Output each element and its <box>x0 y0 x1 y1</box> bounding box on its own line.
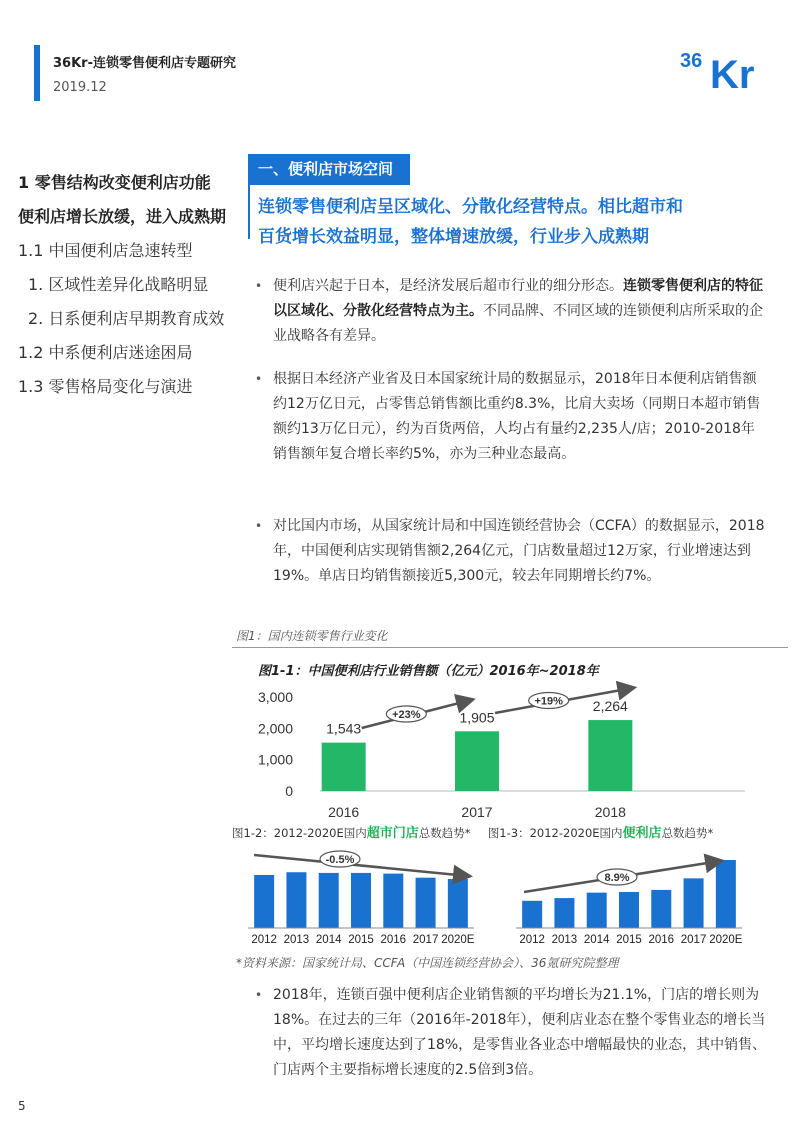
x-tick-label: 2014 <box>315 934 342 946</box>
toc-item[interactable]: 1 零售结构改变便利店功能 <box>18 173 211 192</box>
bar <box>587 893 607 928</box>
x-tick-label: 2016 <box>648 934 675 946</box>
paragraph-text: 2018年，连锁百强中便利店企业销售额的平均增长为21.1%，门店的增长则为18%。在过去的三年（2016年-2018年），便利店业态在整个零售业态的增长当中，平均增长速度达到了18%，是零售业各业态中增幅最快的业态，其中销售、门店两个主要指标增长速度的2.5倍到3倍。 <box>273 987 767 1078</box>
x-tick-label: 2018 <box>594 804 626 820</box>
x-tick-label: 2016 <box>328 804 360 820</box>
chart-3-title-suffix: 总数趋势* <box>661 826 714 840</box>
bar <box>716 860 736 928</box>
toc-item[interactable]: 1. 区域性差异化战略明显 <box>28 275 209 294</box>
bar <box>588 720 632 791</box>
bar <box>319 873 339 928</box>
bullet-paragraph-2 <box>255 367 767 467</box>
data-label: 1,543 <box>326 720 362 737</box>
x-tick-label: 2015 <box>348 934 374 946</box>
toc-item[interactable]: 1.1 中国便利店急速转型 <box>18 241 193 260</box>
table-of-contents <box>18 166 243 404</box>
bar <box>448 879 468 928</box>
bullet-paragraph-3 <box>255 514 767 589</box>
section-tag: 一、便利店市场空间 <box>248 154 410 185</box>
bullet-dot-icon: • <box>255 372 263 386</box>
bar <box>651 890 671 928</box>
y-tick-label: 2,000 <box>257 720 293 737</box>
paragraph-text: 对比国内市场，从国家统计局和中国连锁经营协会（CCFA）的数据显示，2018年，中国便利店实现销售额2,264亿元，门店数量超过12万家，行业增速达到19%。单店日均销售额接近5,300元，较去年同期增长约7%。 <box>273 518 765 584</box>
paragraph-text: 不同品牌、不同区域的连锁便利店所采取的企业战略各有差异。 <box>273 303 763 344</box>
growth-label: +23% <box>392 709 421 721</box>
bar <box>684 878 704 928</box>
x-tick-label: 2020E <box>441 934 475 946</box>
sales-bar-chart <box>230 678 750 824</box>
toc-item[interactable]: 1.3 零售格局变化与演进 <box>18 377 193 396</box>
chart-2-title-highlight: 超市门店 <box>366 826 419 841</box>
36kr-logo <box>680 40 770 96</box>
x-tick-label: 2020E <box>709 934 743 946</box>
bullet-dot-icon: • <box>255 279 263 293</box>
paragraph-text: 便利店兴起于日本，是经济发展后超市行业的细分形态。 <box>273 278 623 294</box>
bar <box>416 878 436 928</box>
bar <box>619 892 639 928</box>
header-accent-bar <box>34 45 40 101</box>
paragraph-emphasis: 连锁零售便利店的特征以区域化、分散化经营特点为主。 <box>273 278 763 319</box>
report-date: 2019.12 <box>53 80 107 95</box>
toc-item[interactable]: 1.2 中系便利店迷途困局 <box>18 343 193 362</box>
bar <box>455 731 499 791</box>
bar <box>322 743 366 791</box>
x-tick-label: 2013 <box>283 934 310 946</box>
chart-1-title: 图1-1：中国便利店行业销售额（亿元）2016年~2018年 <box>258 664 599 679</box>
trend-label: 8.9% <box>604 872 630 884</box>
x-tick-label: 2016 <box>380 934 407 946</box>
bullet-dot-icon: • <box>255 519 263 533</box>
figure-caption: 图1：国内连锁零售行业变化 <box>236 629 388 643</box>
logo-letters: Kr <box>710 53 755 96</box>
chart-2-title-suffix: 总数趋势* <box>418 826 471 840</box>
toc-item[interactable]: 便利店增长放缓，进入成熟期 <box>18 207 227 226</box>
x-tick-label: 2017 <box>461 804 493 820</box>
supermarket-store-chart <box>236 845 486 950</box>
section-headline <box>258 192 778 252</box>
growth-label: +19% <box>534 695 563 708</box>
bar <box>383 874 403 928</box>
chart-3-title-prefix: 图1-3：2012-2020E国内 <box>487 826 623 840</box>
bar <box>522 901 542 928</box>
chart-3-title-highlight: 便利店 <box>622 826 662 841</box>
x-tick-label: 2014 <box>583 934 610 946</box>
chart-2-3-captions <box>232 822 713 841</box>
bar <box>286 872 306 928</box>
report-title: 36Kr-连锁零售便利店专题研究 <box>53 56 236 71</box>
x-tick-label: 2017 <box>680 934 707 946</box>
data-label: 2,264 <box>592 698 628 715</box>
bullet-paragraph-4 <box>255 983 767 1083</box>
x-tick-label: 2013 <box>551 934 578 946</box>
chart-2-title-prefix: 图1-2：2012-2020E国内 <box>232 826 367 840</box>
bullet-paragraph-1 <box>255 274 767 349</box>
x-tick-label: 2017 <box>412 934 439 946</box>
headline-line-1: 连锁零售便利店呈区域化、分散化经营特点。相比超市和 <box>258 197 683 217</box>
trend-arrow <box>254 855 468 876</box>
bullet-dot-icon: • <box>255 988 263 1002</box>
figure-rule <box>232 647 788 648</box>
headline-line-2: 百货增长效益明显，整体增速放缓，行业步入成熟期 <box>258 227 649 247</box>
data-label: 1,905 <box>459 709 495 726</box>
x-tick-label: 2015 <box>616 934 642 946</box>
toc-item[interactable]: 2. 日系便利店早期教育成效 <box>28 309 225 328</box>
bar <box>554 898 574 928</box>
x-tick-label: 2012 <box>519 934 545 946</box>
source-note: *资料来源：国家统计局、CCFA（中国连锁经营协会）、36氪研究院整理 <box>236 956 619 970</box>
bar <box>254 875 274 928</box>
trend-label: -0.5% <box>325 854 355 866</box>
page-number: 5 <box>18 1099 26 1113</box>
bar <box>351 873 371 928</box>
y-tick-label: 1,000 <box>257 751 293 768</box>
y-tick-label: 0 <box>285 783 293 799</box>
logo-digits: 36 <box>680 50 703 72</box>
y-tick-label: 3,000 <box>257 689 293 705</box>
x-tick-label: 2012 <box>251 934 277 946</box>
paragraph-text: 根据日本经济产业省及日本国家统计局的数据显示，2018年日本便利店销售额约12万亿日元，占零售总销售额比重约8.3%，比肩大卖场（同期日本超市销售额约13万亿日元），约为百货两倍，人均占有量约2,235人/店；2010-2018年销售额年复合增长率约5%，亦为三种业态最高。 <box>273 371 761 462</box>
convenience-store-chart <box>504 845 754 950</box>
